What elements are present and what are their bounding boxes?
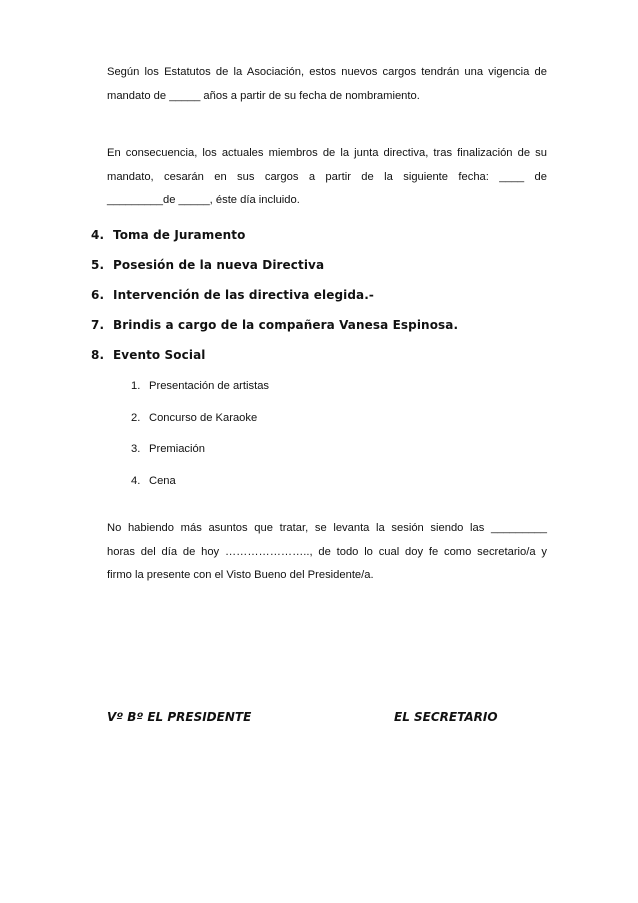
- agenda-item-number: 6.: [91, 288, 105, 302]
- agenda-item-toma-juramento: [91, 228, 245, 242]
- list-item: [131, 412, 257, 424]
- agenda-item-posesion: [91, 258, 324, 272]
- paragraph-line: mandato de _____ años a partir de su fecha de nombramiento.: [107, 89, 420, 102]
- paragraph-cierre: [107, 517, 547, 588]
- list-item-number: 4.: [131, 475, 141, 487]
- signature-secretario: EL SECRETARIO: [394, 710, 498, 724]
- agenda-item-number: 5.: [91, 258, 105, 272]
- agenda-item-label: Toma de Juramento: [113, 228, 246, 242]
- agenda-item-label: Posesión de la nueva Directiva: [113, 258, 325, 272]
- list-item-label: Premiación: [149, 443, 205, 455]
- signature-presidente: Vº Bº EL PRESIDENTE: [107, 710, 252, 724]
- agenda-item-intervencion: [91, 288, 374, 302]
- agenda-item-number: 4.: [91, 228, 105, 242]
- agenda-item-brindis: [91, 318, 458, 332]
- agenda-item-number: 8.: [91, 348, 105, 362]
- list-item-number: 3.: [131, 443, 141, 455]
- paragraph-line: Según los Estatutos de la Asociación, estos nuevos cargos tendrán una vigencia de: [107, 66, 547, 78]
- list-item: [131, 443, 205, 455]
- agenda-item-label: Evento Social: [113, 348, 206, 362]
- list-item-label: Cena: [149, 475, 176, 487]
- paragraph-line: No habiendo más asuntos que tratar, se levanta la sesión siendo las _________: [107, 522, 547, 534]
- list-item-label: Presentación de artistas: [149, 380, 270, 392]
- paragraph-line: mandato, cesarán en sus cargos a partir de la siguiente fecha: ____ de: [107, 170, 547, 183]
- agenda-item-evento-social: [91, 348, 205, 362]
- paragraph-line: firmo la presente con el Visto Bueno del Presidente/a.: [107, 569, 374, 581]
- agenda-item-number: 7.: [91, 318, 105, 332]
- paragraph-line: En consecuencia, los actuales miembros de la junta directiva, tras finalización de su: [107, 147, 547, 159]
- agenda-item-label: Intervención de las directiva elegida.-: [113, 288, 374, 302]
- list-item-number: 1.: [131, 380, 141, 392]
- agenda-item-label: Brindis a cargo de la compañera Vanesa Espinosa.: [113, 318, 459, 332]
- list-item-label: Concurso de Karaoke: [149, 412, 258, 424]
- paragraph-cese: [107, 142, 547, 213]
- list-item: [131, 380, 269, 392]
- paragraph-line: _________de _____, éste día incluido.: [107, 194, 300, 206]
- list-item: [131, 475, 176, 487]
- paragraph-vigencia: [107, 61, 547, 108]
- paragraph-line: horas del día de hoy ………………….., de todo lo cual doy fe como secretario/a y: [107, 545, 547, 558]
- list-item-number: 2.: [131, 412, 141, 424]
